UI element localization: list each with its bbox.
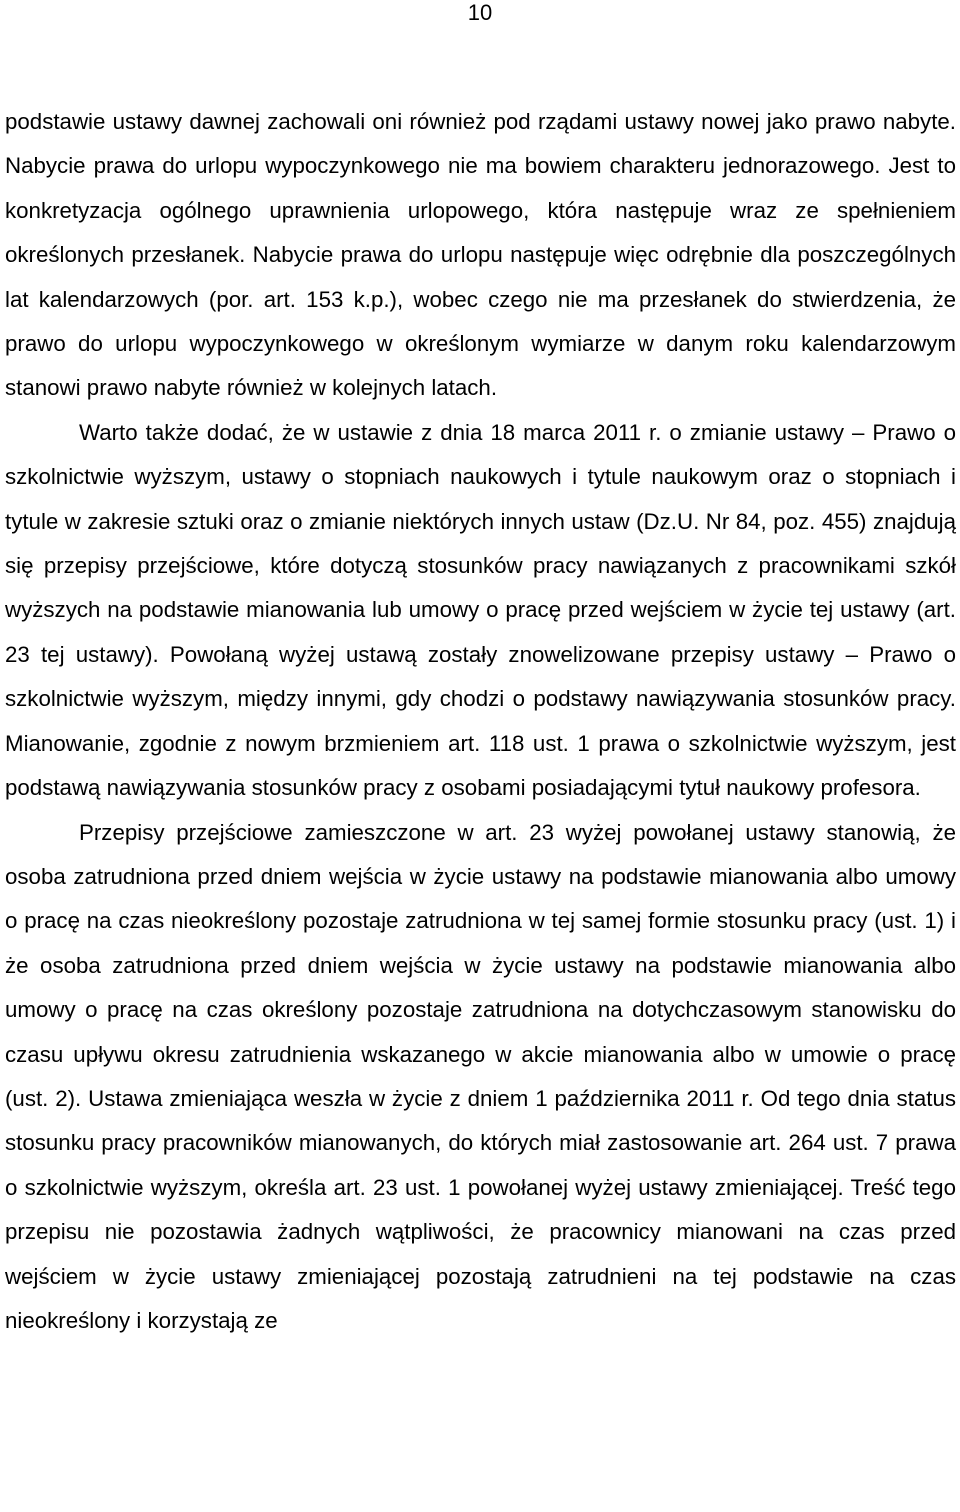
page-number: 10: [467, 0, 493, 25]
paragraph-1: podstawie ustawy dawnej zachowali oni również pod rządami ustawy nowej jako prawo nabyte. Nabycie prawa do urlopu wypoczynkowego nie ma bowiem charakteru jednorazowego. Jest to konkretyzacja ogólnego uprawnienia urlopowego, która następuje wraz ze spełnieniem określonych przesłanek. Nabycie prawa do urlopu następuje więc odrębnie dla poszczególnych lat kalendarzowych (por. art. 153 k.p.), wobec czego nie ma przesłanek do stwierdzenia, że prawo do urlopu wypoczynkowego w określonym wymiarze w danym roku kalendarzowym stanowi prawo nabyte również w kolejnych latach.: [5, 109, 956, 401]
paragraph-2: Warto także dodać, że w ustawie z dnia 18 marca 2011 r. o zmianie ustawy – Prawo o szkolnictwie wyższym, ustawy o stopniach naukowych i tytule naukowym oraz o stopniach i tytule w zakresie sztuki oraz o zmianie niektórych innych ustaw (Dz.U. Nr 84, poz. 455) znajdują się przepisy przejściowe, które dotyczą stosunków pracy nawiązanych z pracownikami szkół wyższych na podstawie mianowania lub umowy o pracę przed wejściem w życie tej ustawy (art. 23 tej ustawy). Powołaną wyżej ustawą zostały znowelizowane przepisy ustawy – Prawo o szkolnictwie wyższym, między innymi, gdy chodzi o podstawy nawiązywania stosunków pracy. Mianowanie, zgodnie z nowym brzmieniem art. 118 ust. 1 prawa o szkolnictwie wyższym, jest podstawą nawiązywania stosunków pracy z osobami posiadającymi tytuł naukowy profesora.: [5, 419, 956, 801]
paragraph-3: Przepisy przejściowe zamieszczone w art. 23 wyżej powołanej ustawy stanowią, że osoba zatrudniona przed dniem wejścia w życie ustawy na podstawie mianowania albo umowy o pracę na czas nieokreślony pozostaje zatrudniona w tej samej formie stosunku pracy (ust. 1) i że osoba zatrudniona przed dniem wejścia w życie ustawy na podstawie mianowania albo umowy o pracę na czas określony pozostaje zatrudniona na dotychczasowym stanowisku do czasu upływu okresu zatrudnienia wskazanego w akcie mianowania albo w umowie o pracę (ust. 2). Ustawa zmieniająca weszła w życie z dniem 1 października 2011 r. Od tego dnia status stosunku pracy pracowników mianowanych, do których miał zastosowanie art. 264 ust. 7 prawa o szkolnictwie wyższym, określa art. 23 ust. 1 powołanej wyżej ustawy zmieniającej. Treść tego przepisu nie pozostawia żadnych wątpliwości, że pracownicy mianowani na czas przed wejściem w życie ustawy zmieniającej pozostają zatrudnieni na tej podstawie na czas nieokreślony i korzystają ze: [5, 819, 956, 1333]
document-body: [5, 100, 956, 1343]
